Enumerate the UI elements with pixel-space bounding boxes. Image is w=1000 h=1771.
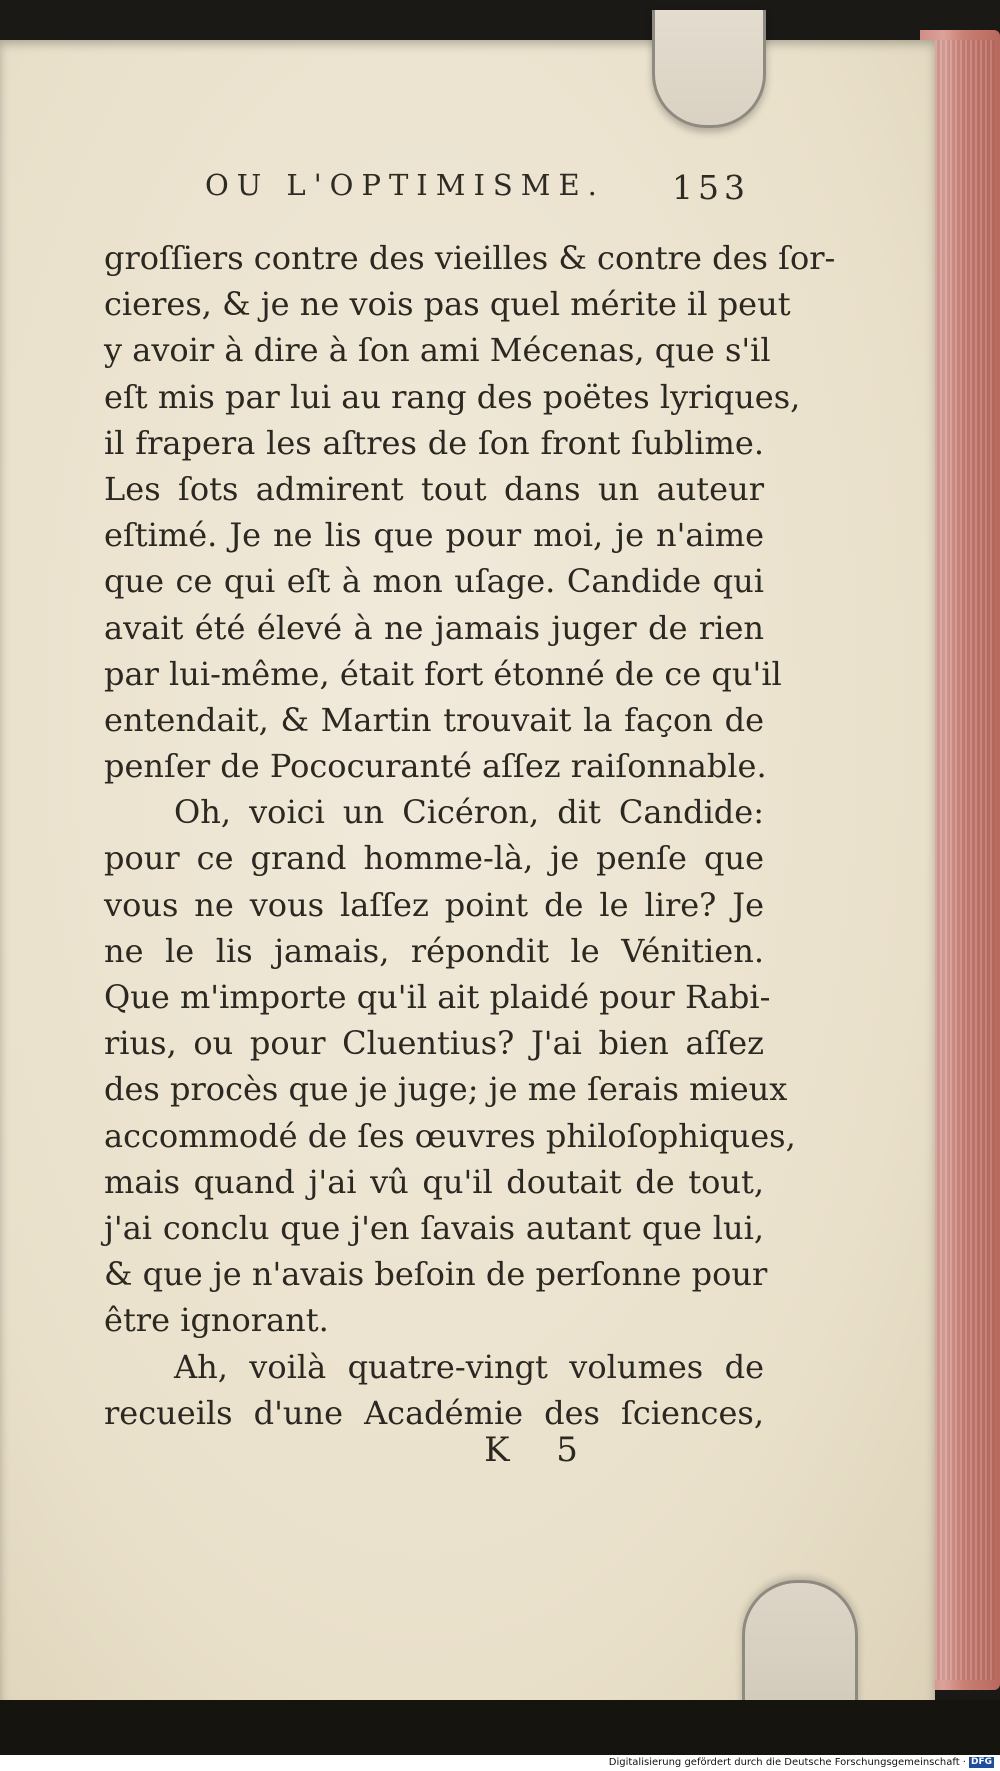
text-line: Oh, voici un Cicéron, dit Candide: (174, 793, 764, 832)
text-line: eſt mis par lui au rang des poëtes lyriques, (104, 377, 801, 416)
text-line: y avoir à dire à ſon ami Mécenas, que s'il (104, 331, 771, 370)
text-line: j'ai conclu que j'en ſavais autant que lui, (104, 1208, 764, 1247)
text-line: par lui-même, était fort étonné de ce qu'il (104, 654, 782, 693)
text-line: être ignorant. (104, 1301, 329, 1340)
text-line: des procès que je juge; je me ſerais mieux (104, 1070, 788, 1109)
text-line: mais quand j'ai vû qu'il doutait de tout, (104, 1162, 764, 1201)
text-line: Les ſots admirent tout dans un auteur (104, 469, 764, 508)
text-line: cieres, & je ne vois pas quel mérite il peut (104, 285, 791, 324)
dfg-logo: DFG (970, 1757, 992, 1767)
credit-text: Digitalisierung gefördert durch die Deutsche Forschungsgemeinschaft · (608, 1757, 966, 1768)
page-number: 153 (672, 168, 750, 207)
body-text (104, 235, 836, 1436)
text-line: vous ne vous laſſez point de le lire? Je (104, 885, 764, 924)
text-line: recueils d'une Académie des ſciences, (104, 1393, 764, 1432)
running-title: OU L'OPTIMISME. (205, 168, 605, 202)
text-line: avait été élevé à ne jamais juger de rien (104, 608, 764, 647)
text-line: pour ce grand homme-là, je penſe que (104, 839, 764, 878)
text-line: groſſiers contre des vieilles & contre des ſor- (104, 239, 836, 277)
text-line: & que je n'avais beſoin de perſonne pour (104, 1255, 768, 1294)
text-line: il frapera les aſtres de ſon front ſublime. (104, 423, 764, 462)
bottom-page-clip (742, 1580, 858, 1713)
scanner-background (0, 1700, 1000, 1755)
text-line: accommodé de ſes œuvres philoſophiques, (104, 1116, 796, 1155)
text-line: rius, ou pour Cluentius? J'ai bien aſſez (104, 1024, 764, 1063)
text-line: que ce qui eſt à mon uſage. Candide qui (104, 562, 764, 601)
running-header (205, 168, 750, 218)
top-page-clip (652, 10, 766, 128)
text-line: entendait, & Martin trouvait la façon de (104, 700, 764, 739)
text-line: eſtimé. Je ne lis que pour moi, je n'aime (104, 516, 764, 555)
text-line: Ah, voilà quatre-vingt volumes de (174, 1347, 764, 1386)
signature-mark: K 5 (484, 1430, 596, 1470)
digitization-credit (609, 1757, 994, 1768)
text-line: ne le lis jamais, répondit le Vénitien. (104, 931, 764, 970)
text-line: Que m'importe qu'il ait plaidé pour Rabi- (104, 978, 771, 1016)
text-line: penſer de Pococuranté aſſez raiſonnable. (104, 747, 767, 786)
page-edge-texture (935, 40, 995, 1680)
